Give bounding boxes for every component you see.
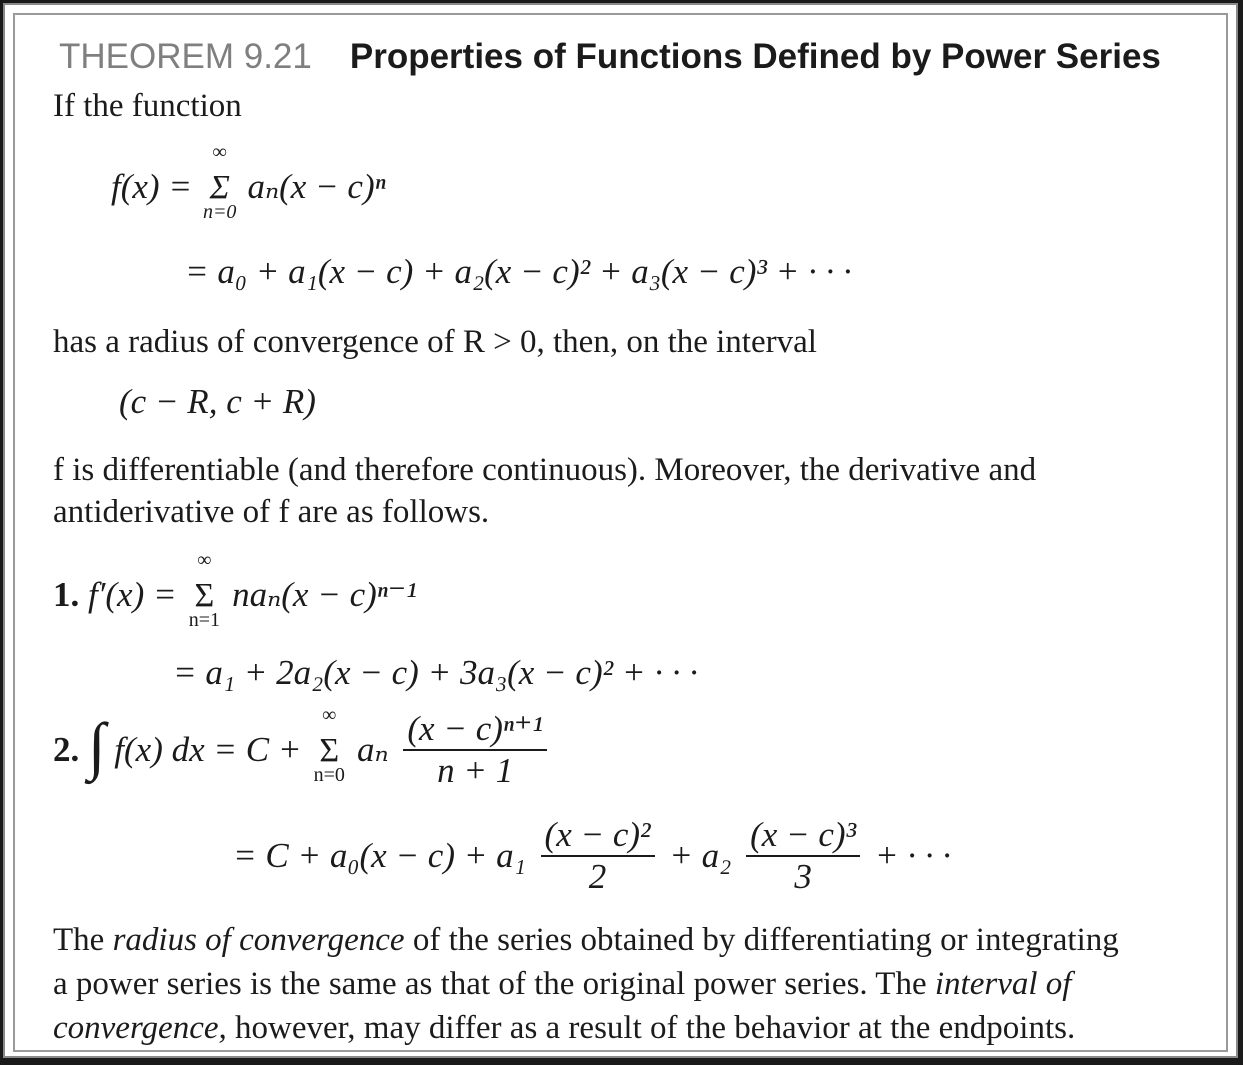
differentiable-line-2: antiderivative of f are as follows. <box>53 494 490 530</box>
conclusion-line-1: The radius of convergence of the series obtained by differentiating or integrating <box>53 922 1119 958</box>
item-2 <box>53 704 553 791</box>
item-1-lhs: f′(x) = <box>88 575 177 614</box>
integral-symbol: ∫ <box>88 710 106 781</box>
conclusion-line-3: convergence, however, may differ as a result of the behavior at the endpoints. <box>53 1010 1076 1046</box>
item-1-expansion: = a₁ + 2a₂(x − c) + 3a₃(x − c)² + · · · <box>173 653 698 692</box>
f-expansion: = a₀ + a₁(x − c) + a₂(x − c)² + a₃(x − c)³ + · · · <box>185 252 852 291</box>
differentiable-line-1: f is differentiable (and therefore continuous). Moreover, the derivative and <box>53 452 1037 488</box>
item-1-label: 1. <box>53 575 80 614</box>
theorem-number: THEOREM 9.21 <box>59 37 312 76</box>
sum-symbol: ∞ Σ n=0 <box>313 704 345 786</box>
sum-symbol: ∞ Σ n=1 <box>188 549 220 631</box>
radius-text: has a radius of convergence of R > 0, then, on the interval <box>53 324 817 360</box>
item-2-expansion: = C + a₀(x − c) + a₁ $\frac{\text{(x − c)²}}{2}$ + a₂ $\frac{\text{(x − c)³}}{3}$ + · · · <box>233 815 951 896</box>
item-2-fraction: $\frac{\text{(x − c)ⁿ⁺¹}}{n + 1}$ <box>403 709 547 791</box>
theorem-title: Properties of Functions Defined by Power Series <box>349 37 1161 76</box>
theorem-heading <box>59 37 1161 77</box>
theorem-box <box>13 13 1228 1052</box>
item-1 <box>53 549 417 631</box>
intro-text: If the function <box>53 88 242 124</box>
item-2-lhs: f(x) dx = C + <box>114 730 302 769</box>
conclusion-line-2: a power series is the same as that of the original power series. The interval of <box>53 966 1072 1002</box>
fraction-1: $\frac{\text{(x − c)²}}{2}$ <box>541 815 655 897</box>
interval: (c − R, c + R) <box>119 382 316 421</box>
item-1-term: naₙ(x − c)ⁿ⁻¹ <box>232 575 417 614</box>
fraction-2: $\frac{\text{(x − c)³}}{3}$ <box>746 815 860 897</box>
f-lhs: f(x) = <box>111 167 192 206</box>
sum-symbol: ∞ Σ n=0 <box>202 141 237 223</box>
item-2-label: 2. <box>53 730 80 769</box>
f-definition <box>111 141 386 223</box>
item-2-coef: aₙ <box>356 730 389 769</box>
f-term: aₙ(x − c)ⁿ <box>247 167 386 206</box>
page-frame <box>3 3 1238 1058</box>
